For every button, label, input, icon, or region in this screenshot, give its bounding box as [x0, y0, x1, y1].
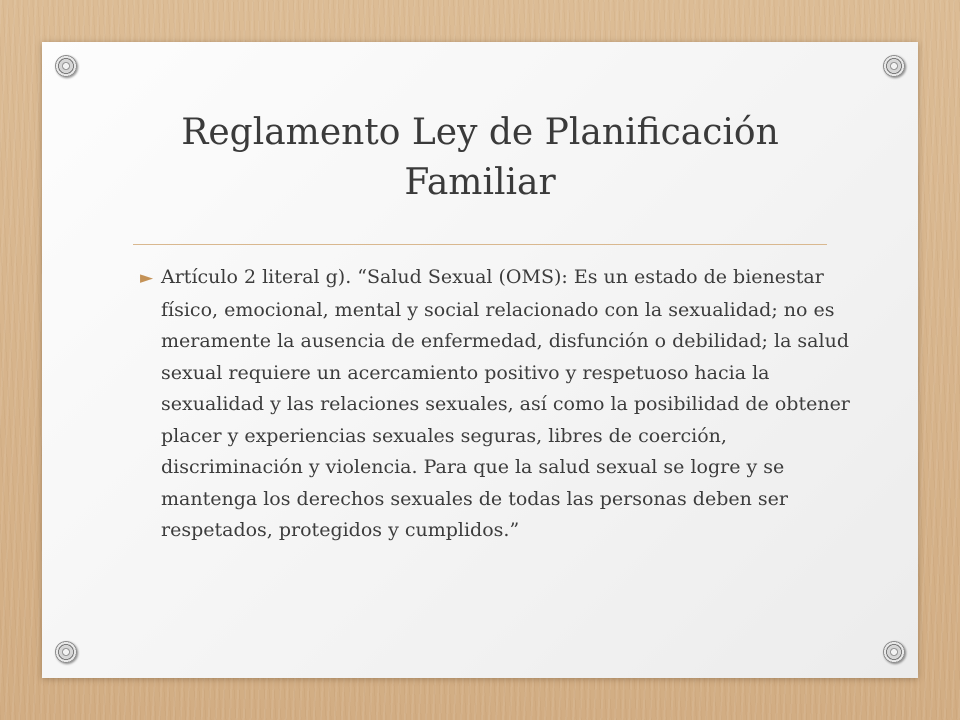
- title-divider: [133, 244, 827, 245]
- pin-icon-bottom-left: [55, 641, 77, 663]
- title-line-2: Familiar: [404, 162, 556, 203]
- bullet-arrow-icon: ►: [140, 268, 154, 288]
- title-line-1: Reglamento Ley de Planificación: [181, 112, 779, 153]
- slide-title: [90, 108, 870, 208]
- pin-icon-top-right: [883, 55, 905, 77]
- pin-icon-top-left: [55, 55, 77, 77]
- pin-icon-bottom-right: [883, 641, 905, 663]
- bullet-text: Artículo 2 literal g). “Salud Sexual (OMS): Es un estado de bienestar físico, emocional, mental y social relacionado con la sexualidad; no es meramente la ausencia de enfermedad, disfunción o debilidad; la salud sexual requiere un acercamiento positivo y respetuoso hacia la sexualidad y las relaciones sexuales, así como la posibilidad de obtener placer y experiencias sexuales seguras, libres de coerción, discriminación y violencia. Para que la salud sexual se logre y se mantenga los derechos sexuales de todas las personas deben ser respetados, protegidos y cumplidos.”: [161, 266, 850, 541]
- bullet-paragraph: [140, 262, 861, 547]
